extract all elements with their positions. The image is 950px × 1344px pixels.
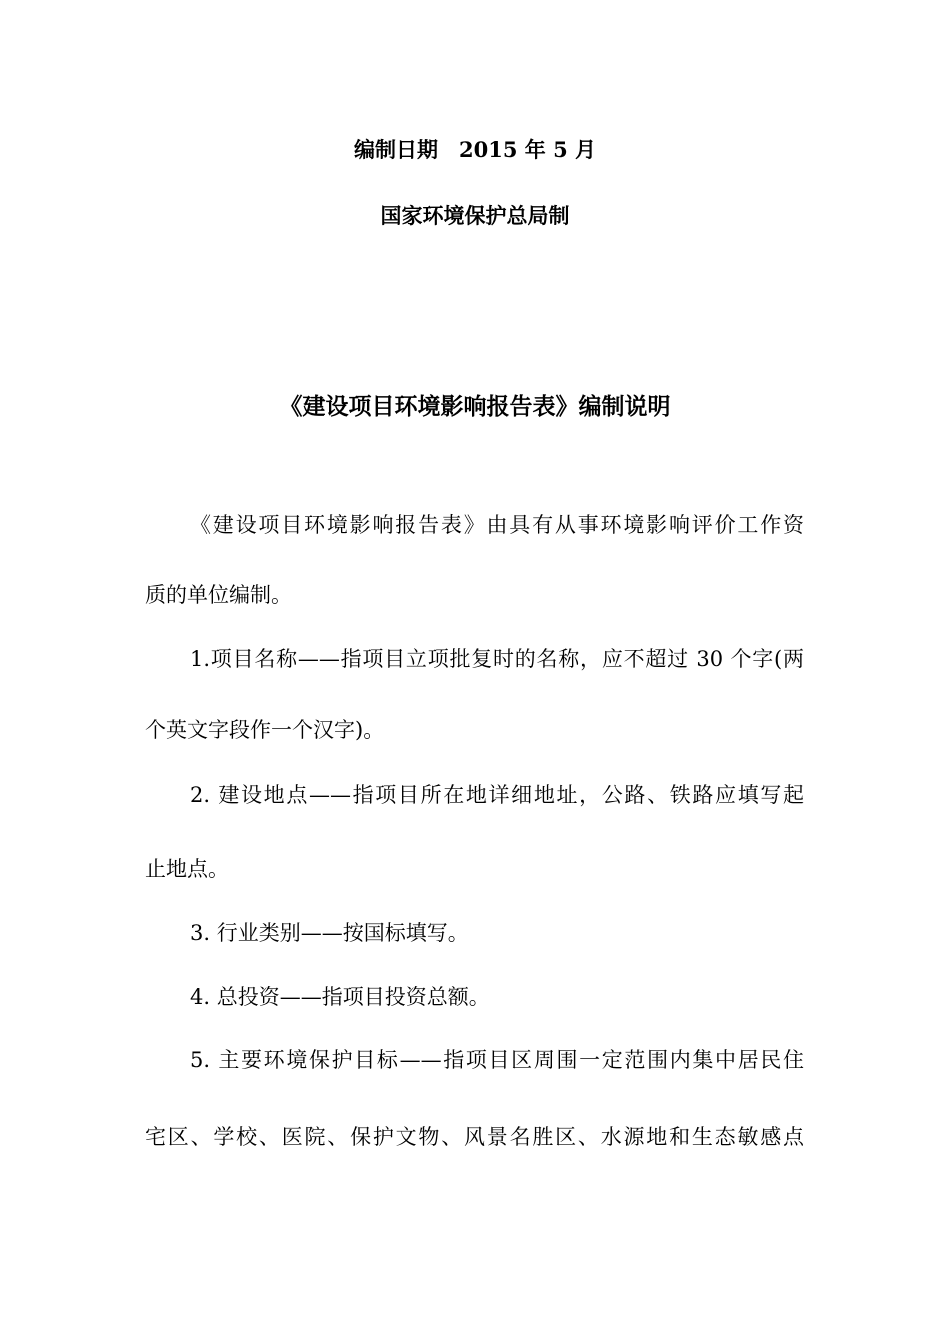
paragraph-item-2-line-1: 2. 建设地点——指项目所在地详细地址，公路、铁路应填写起 [190, 783, 804, 807]
paragraph-intro-line-1: 《建设项目环境影响报告表》由具有从事环境影响评价工作资 [190, 513, 804, 537]
paragraph-item-1-line-2: 个英文字段作一个汉字)。 [145, 718, 385, 742]
paragraph-intro-line-2: 质的单位编制。 [145, 583, 292, 607]
issuing-authority: 国家环境保护总局制 [380, 203, 570, 228]
section-title: 《建设项目环境影响报告表》编制说明 [279, 393, 671, 420]
paragraph-item-1-line-1: 1.项目名称——指项目立项批复时的名称，应不超过 30 个字(两 [190, 647, 804, 671]
paragraph-item-2-line-2: 止地点。 [145, 857, 229, 881]
paragraph-item-5-line-1: 5. 主要环境保护目标——指项目区周围一定范围内集中居民住 [190, 1048, 804, 1072]
paragraph-item-5-line-2: 宅区、学校、医院、保护文物、风景名胜区、水源地和生态敏感点 [145, 1125, 804, 1149]
paragraph-item-3: 3. 行业类别——按国标填写。 [190, 921, 469, 945]
compile-date: 编制日期 2015 年 5 月 [354, 137, 596, 162]
paragraph-item-4: 4. 总投资——指项目投资总额。 [190, 985, 490, 1009]
